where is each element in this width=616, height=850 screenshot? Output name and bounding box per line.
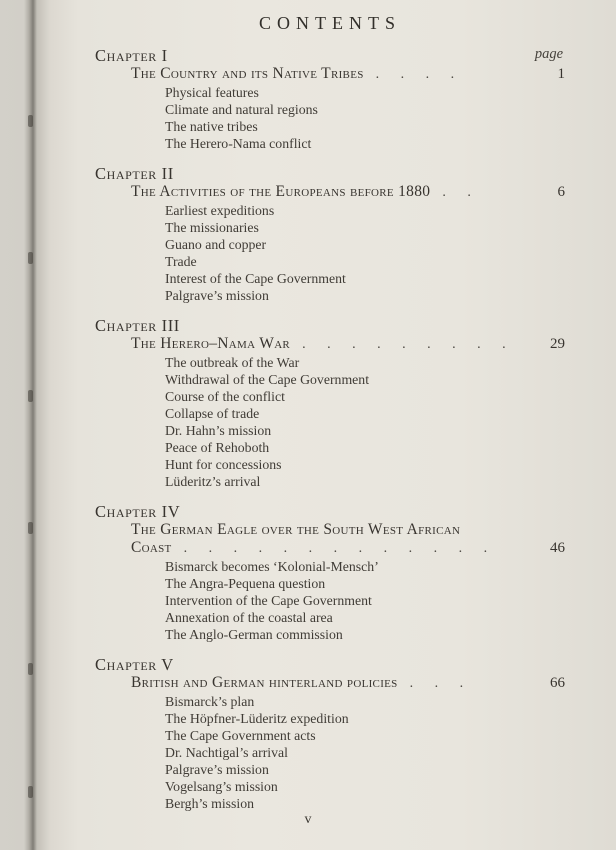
toc-subsection: Palgrave’s mission — [165, 288, 269, 303]
section-title: The Country and its Native Tribes — [131, 65, 364, 82]
section-title-continuation: Coast — [131, 539, 172, 556]
chapter-block-3 — [95, 316, 565, 490]
toc-subsection: Peace of Rehoboth — [165, 440, 270, 455]
toc-subsection: Palgrave’s mission — [165, 762, 269, 777]
toc-subsection: Dr. Nachtigal’s arrival — [165, 745, 288, 760]
section-title: British and German hinterland policies — [131, 674, 398, 691]
toc-subsection: Intervention of the Cape Government — [165, 593, 372, 608]
binding-mark — [28, 786, 33, 798]
toc-entry — [131, 521, 565, 539]
toc-subsection: Physical features — [165, 85, 259, 100]
chapter-block-5 — [95, 655, 565, 812]
toc-entry — [131, 65, 565, 84]
section-title: The Activities of the Europeans before 1880 — [131, 183, 431, 200]
binding-mark — [28, 522, 33, 534]
binding-mark — [28, 663, 33, 675]
toc-subsection: Withdrawal of the Cape Government — [165, 372, 370, 387]
toc-subsection: The missionaries — [165, 220, 259, 235]
page-number: 46 — [550, 540, 565, 556]
page-column-label: page — [534, 46, 563, 62]
toc-subsection: The Angra-Pequena question — [165, 576, 326, 591]
binding-mark — [28, 115, 33, 127]
section-title: The German Eagle over the South West African — [131, 521, 461, 538]
toc-subsection: The Cape Government acts — [165, 728, 316, 743]
toc-subsection: The Anglo-German commission — [165, 627, 343, 642]
toc-subsection: The outbreak of the War — [165, 355, 300, 370]
toc-subsection: Interest of the Cape Government — [165, 271, 346, 286]
toc-subsection: Earliest expeditions — [165, 203, 275, 218]
dot-leader: . . . — [409, 676, 464, 691]
toc-subsection: Vogelsang’s mission — [165, 779, 278, 794]
footer-page-number: v — [304, 812, 312, 827]
toc-subsection: The Höpfner-Lüderitz expedition — [165, 711, 349, 726]
toc-subsection: Collapse of trade — [165, 406, 260, 421]
chapter-heading: Chapter I — [95, 46, 168, 65]
toc-subsection: Hunt for concessions — [165, 457, 282, 472]
toc-subsection: Dr. Hahn’s mission — [165, 423, 272, 438]
chapter-block-4 — [95, 502, 565, 643]
chapter-heading: Chapter V — [95, 655, 174, 674]
toc-entry-continuation — [131, 539, 565, 558]
toc-entry — [131, 183, 565, 202]
toc-subsection: The Herero-Nama conflict — [165, 136, 312, 151]
chapter-heading: Chapter II — [95, 164, 174, 183]
toc-subsection: Bergh’s mission — [165, 796, 255, 811]
chapter-block-1 — [95, 46, 565, 152]
dot-leader: . . — [442, 185, 471, 200]
toc-subsection: Annexation of the coastal area — [165, 610, 333, 625]
dot-leader: . . . . — [375, 67, 455, 82]
section-title: The Herero–Nama War — [131, 335, 291, 352]
chapter-heading: Chapter IV — [95, 502, 181, 521]
toc-subsection: Bismarck becomes ‘Kolonial-Mensch’ — [165, 559, 379, 574]
toc-subsection: Climate and natural regions — [165, 102, 318, 117]
dot-leader: . . . . . . . . . — [302, 337, 506, 352]
toc-entry — [131, 674, 565, 693]
toc-entry — [131, 335, 565, 354]
page-number: 1 — [557, 66, 565, 82]
toc-subsection: Bismarck’s plan — [165, 694, 255, 709]
chapter-heading: Chapter III — [95, 316, 180, 335]
toc-title: CONTENTS — [259, 13, 401, 33]
page-number: 6 — [557, 184, 565, 200]
toc-subsection: Lüderitz’s arrival — [165, 474, 261, 489]
binding-mark — [28, 252, 33, 264]
toc-subsection: Guano and copper — [165, 237, 267, 252]
toc-subsection: Trade — [165, 254, 197, 269]
chapter-block-2 — [95, 164, 565, 304]
toc-subsection: Course of the conflict — [165, 389, 285, 404]
page-number: 29 — [550, 336, 565, 352]
dot-leader: . . . . . . . . . . . . . — [183, 541, 488, 556]
toc-content — [95, 0, 565, 812]
toc-subsection: The native tribes — [165, 119, 258, 134]
page-number: 66 — [550, 675, 565, 691]
binding-mark — [28, 390, 33, 402]
